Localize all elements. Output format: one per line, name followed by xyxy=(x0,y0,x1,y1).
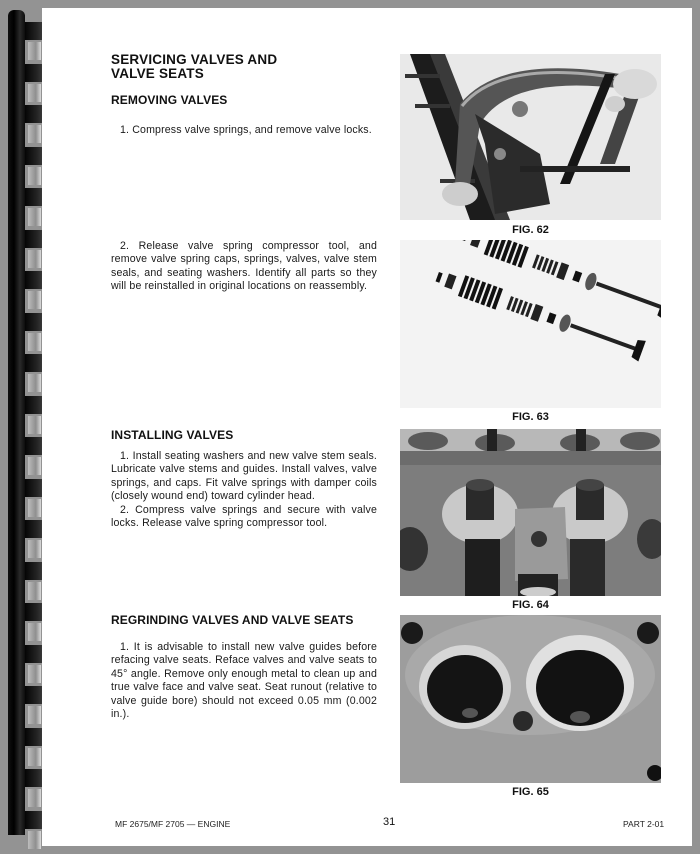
removing-step-2 xyxy=(111,240,377,294)
valve-parts-illustration xyxy=(400,240,661,408)
figure-62-photo xyxy=(400,54,661,220)
heading-regrinding: REGRINDING VALVES AND VALVE SEATS xyxy=(111,613,354,627)
section-title: SERVICING VALVES AND VALVE SEATS xyxy=(111,52,278,81)
footer-part: PART 2-01 xyxy=(623,819,665,829)
figure-65-caption: FIG. 65 xyxy=(512,786,549,798)
installing-steps xyxy=(111,450,377,530)
figure-63-photo xyxy=(400,240,661,408)
valve-seats-illustration xyxy=(400,615,661,783)
paragraph-text: 1. Install seating washers and new valve stem seals. Lubricate valve stems and guides. Install valves, valve springs, and caps. Fit valve springs with damper coils (closely wound end) toward cylinder head. xyxy=(111,450,377,503)
paragraph-text: 2. Release valve spring compressor tool, and remove valve spring caps, springs, valves, valve stem seals, and seating washers. Identify all parts so they will be reinstalled in original locations on reassembly. xyxy=(111,240,377,293)
paragraph-text: 1. Compress valve springs, and remove valve locks. xyxy=(120,124,372,136)
binding-spine xyxy=(8,10,25,835)
heading-installing-valves: INSTALLING VALVES xyxy=(111,428,234,442)
figure-65-photo xyxy=(400,615,661,783)
heading-removing-valves: REMOVING VALVES xyxy=(111,93,228,107)
figure-64-caption: FIG. 64 xyxy=(512,599,549,611)
regrinding-step-1 xyxy=(111,641,377,721)
figure-64-photo xyxy=(400,429,661,596)
paragraph-text: 1. It is advisable to install new valve guides before refacing valve seats. Reface valves and valve seats to 45° angle. Remove only enough metal to clean up and true valve face and valve seat. Seat runout (relative to valve guide bore) should not exceed 0.05 mm (0.002 in.). xyxy=(111,641,377,721)
removing-step-1 xyxy=(111,124,377,137)
figure-62-caption: FIG. 62 xyxy=(512,224,549,236)
valve-compressor-illustration xyxy=(400,54,661,220)
cylinder-head-seals-illustration xyxy=(400,429,661,596)
footer-model: MF 2675/MF 2705 — ENGINE xyxy=(115,819,231,829)
figure-63-caption: FIG. 63 xyxy=(512,411,549,423)
paragraph-text: 2. Compress valve springs and secure with valve locks. Release valve spring compressor tool. xyxy=(111,503,377,530)
page-number: 31 xyxy=(383,816,396,828)
